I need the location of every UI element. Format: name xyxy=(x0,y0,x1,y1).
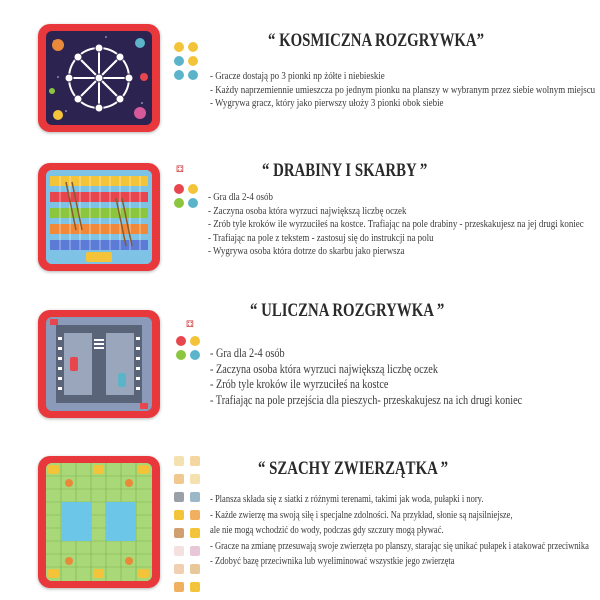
pawn-indicators xyxy=(174,42,204,82)
pawn-indicators xyxy=(174,184,204,214)
animal-piece-icon xyxy=(190,582,200,592)
red-pawn-icon xyxy=(176,336,186,346)
street-game-board xyxy=(38,310,160,418)
animal-piece-icon xyxy=(174,474,184,484)
rule-item: - Zaczyna osoba która wyrzuci największą liczbę oczek xyxy=(208,205,407,217)
rule-item: - Gra dla 2-4 osób xyxy=(210,346,285,360)
rule-item: - Zrób tyle kroków ile wyrzuciłeś na kostce. Trafiając na pole drabiny - przeskakujesz na jej drugi koniec xyxy=(208,219,584,230)
section-drabiny xyxy=(0,140,600,290)
yellow-pawn-icon xyxy=(188,184,198,194)
red-pawn-icon xyxy=(174,184,184,194)
rule-item: - Trafiając na pole przejścia dla pieszych- przeskakujesz na ich drugi koniec xyxy=(210,392,523,407)
animal-piece-icon xyxy=(174,582,184,592)
rule-item: - Każdy naprzemiennie umieszcza po jednym pionku na planszy w wybranym przez siebie wolnym miejscu xyxy=(210,84,596,96)
rule-item: - Wygrywa osoba która dotrze do skarbu jako pierwsza xyxy=(208,246,405,257)
rules-list xyxy=(208,191,584,259)
animal-piece-icon xyxy=(174,456,184,466)
rule-item: - Zdobyć bazę przeciwnika lub wyeliminować wszystkie jego zwierzęta xyxy=(210,556,455,567)
animal-pieces xyxy=(174,456,208,596)
rule-item: - Każde zwierzę ma swoją siłę i specjalne zdolności. Na przykład, słonie są najsilniejsze, xyxy=(210,509,513,521)
rule-item: - Zaczyna osoba która wyrzuci największą liczbę oczek xyxy=(210,361,438,376)
animal-chess-board xyxy=(38,456,160,588)
rule-item: - Zrób tyle kroków ile wyrzuciłeś na kostce xyxy=(210,377,389,391)
ladders-board-image xyxy=(46,170,152,264)
yellow-pawn-icon xyxy=(188,42,198,52)
animal-piece-icon xyxy=(174,510,184,520)
ladders-game-board xyxy=(38,163,160,271)
animal-piece-icon xyxy=(190,546,200,556)
animal-chess-board-image xyxy=(46,463,152,581)
animal-piece-icon xyxy=(174,564,184,574)
section-title: “ SZACHY ZWIERZĄTKA ” xyxy=(258,458,449,479)
green-pawn-icon xyxy=(174,198,184,208)
yellow-pawn-icon xyxy=(174,42,184,52)
rule-item: - Gracze dostają po 3 pionki np żółte i niebieskie xyxy=(210,71,385,82)
yellow-pawn-icon xyxy=(188,56,198,66)
rule-item: - Gra dla 2-4 osób xyxy=(208,192,273,203)
rule-item: - Trafiając na pole z tekstem - zastosuj się do instrukcji na polu xyxy=(208,232,434,244)
dice-icon: ⚃ xyxy=(186,319,194,329)
section-title: “ ULICZNA ROZGRYWKA ” xyxy=(250,300,445,321)
animal-piece-icon xyxy=(190,564,200,574)
animal-piece-icon xyxy=(190,492,200,502)
section-kosmiczna xyxy=(0,0,600,140)
section-uliczna xyxy=(0,290,600,440)
space-game-board xyxy=(38,24,160,132)
space-board-image xyxy=(46,31,152,125)
section-title: “ KOSMICZNA ROZGRYWKA” xyxy=(268,30,485,51)
blue-pawn-icon xyxy=(188,198,198,208)
rule-item: ale nie mogą wchodzić do wody, podczas gdy szczury mogą pływać. xyxy=(210,525,444,536)
section-title: “ DRABINY I SKARBY ” xyxy=(262,160,428,181)
blue-pawn-icon xyxy=(190,350,200,360)
blue-pawn-icon xyxy=(174,70,184,80)
animal-piece-icon xyxy=(174,492,184,502)
rules-list xyxy=(210,492,589,570)
animal-piece-icon xyxy=(190,528,200,538)
yellow-pawn-icon xyxy=(190,336,200,346)
rules-list xyxy=(210,70,595,111)
rule-item: - Plansza składa się z siatki z różnymi terenami, takimi jak woda, pułapki i nory. xyxy=(210,494,484,505)
animal-piece-icon xyxy=(190,510,200,520)
section-szachy xyxy=(0,440,600,600)
pawn-indicators xyxy=(176,336,206,366)
animal-piece-icon xyxy=(174,546,184,556)
street-board-image xyxy=(46,317,152,411)
rules-list xyxy=(210,346,522,408)
rule-item: - Gracze na zmianę przesuwają swoje zwierzęta po planszy, starając się unikać pułapek i atakować przeciwnika xyxy=(210,540,589,552)
rule-item: - Wygrywa gracz, który jako pierwszy ułoży 3 pionki obok siebie xyxy=(210,98,444,109)
blue-pawn-icon xyxy=(174,56,184,66)
dice-icon: ⚃ xyxy=(176,164,184,174)
blue-pawn-icon xyxy=(188,70,198,80)
animal-piece-icon xyxy=(190,474,200,484)
animal-piece-icon xyxy=(174,528,184,538)
animal-piece-icon xyxy=(190,456,200,466)
green-pawn-icon xyxy=(176,350,186,360)
